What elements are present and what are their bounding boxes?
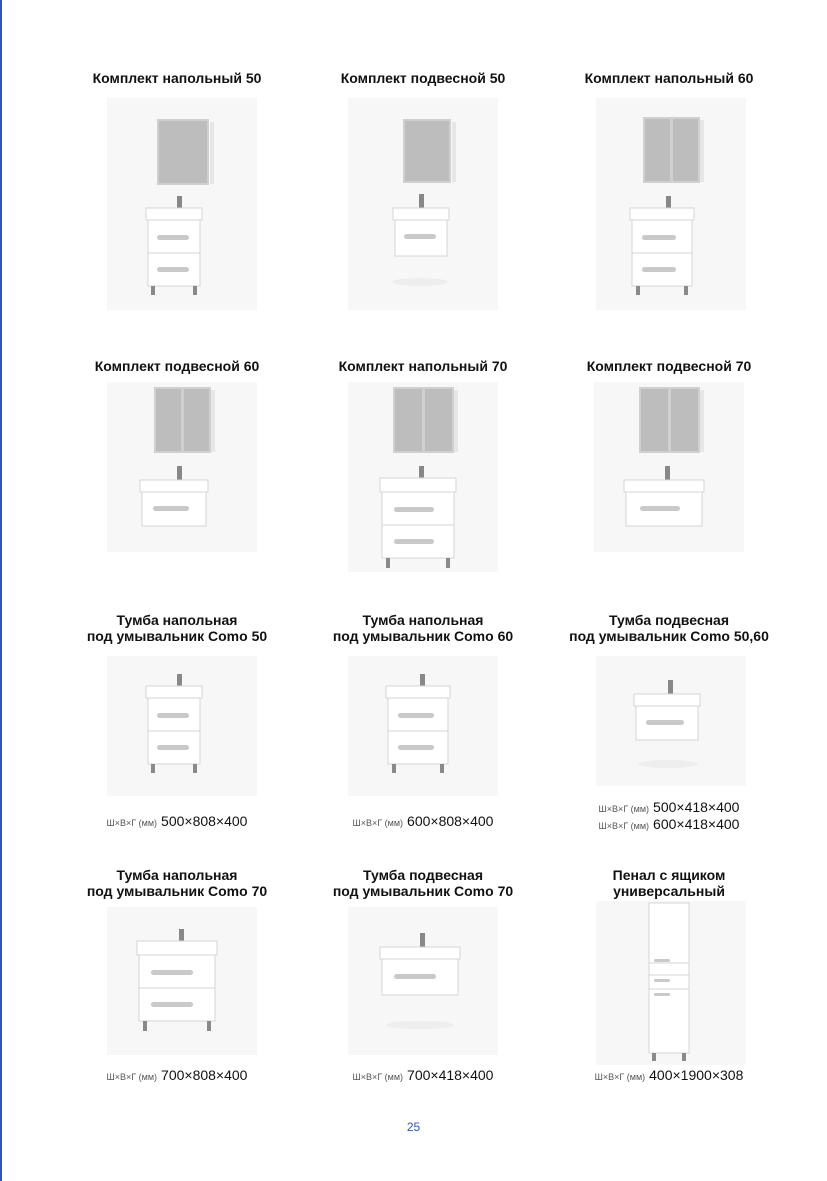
product-photo: [348, 907, 498, 1055]
dimension-row: [57, 1068, 297, 1085]
dimension-value: 400×1900×308: [649, 1067, 744, 1083]
product-title-line: Тумба напольная: [116, 612, 238, 628]
dimension-label: Ш×В×Г (мм): [106, 818, 158, 828]
product-title: [303, 70, 543, 86]
product-title-line: под умывальник Como 50: [86, 628, 268, 644]
product-title: [303, 612, 543, 644]
product-photo: [348, 98, 498, 310]
product-photo: [348, 382, 498, 572]
product-title: [549, 70, 789, 86]
dimension-row: [549, 817, 789, 834]
product-title: [57, 612, 297, 644]
product-photo: [107, 907, 257, 1055]
page-left-rule: [0, 0, 2, 1181]
product-title-line: Комплект подвесной 70: [586, 358, 752, 374]
product-photo: [107, 656, 257, 796]
product-dimensions: [549, 800, 789, 834]
dimension-label: Ш×В×Г (мм): [598, 821, 650, 831]
product-title-line: под умывальник Como 70: [332, 883, 514, 899]
product-title-line: Комплект напольный 50: [92, 70, 262, 86]
dimension-value: 600×418×400: [653, 816, 740, 832]
product-title-line: Комплект напольный 70: [338, 358, 508, 374]
product-photo: [596, 656, 746, 786]
product-dimensions: [57, 1068, 297, 1085]
product-title: [549, 358, 789, 374]
dimension-value: 600×808×400: [407, 813, 494, 829]
product-title: [57, 867, 297, 899]
product-title-line: Комплект напольный 60: [584, 70, 754, 86]
product-title-line: Комплект подвесной 50: [340, 70, 506, 86]
product-photo: [107, 98, 257, 310]
product-title-line: Тумба подвесная: [608, 612, 730, 628]
dimension-label: Ш×В×Г (мм): [352, 818, 404, 828]
product-dimensions: [303, 814, 543, 831]
dimension-label: Ш×В×Г (мм): [106, 1072, 158, 1082]
dimension-value: 500×418×400: [653, 799, 740, 815]
product-title-line: универсальный: [613, 883, 725, 899]
product-title-line: Тумба подвесная: [362, 867, 484, 883]
dimension-row: [303, 1068, 543, 1085]
product-title-line: Комплект подвесной 60: [94, 358, 260, 374]
product-photo: [596, 901, 746, 1065]
page-number: 25: [406, 1120, 421, 1134]
product-title: [549, 867, 789, 899]
dimension-value: 500×808×400: [161, 813, 248, 829]
product-photo: [594, 382, 744, 552]
product-title: [303, 358, 543, 374]
dimension-label: Ш×В×Г (мм): [594, 1072, 646, 1082]
dimension-value: 700×418×400: [407, 1067, 494, 1083]
product-title-line: Тумба напольная: [362, 612, 484, 628]
product-title: [303, 867, 543, 899]
dimension-row: [549, 800, 789, 817]
dimension-row: [303, 814, 543, 831]
product-photo: [107, 382, 257, 552]
product-title: [57, 70, 297, 86]
product-title-line: под умывальник Como 70: [86, 883, 268, 899]
product-photo: [596, 98, 746, 310]
product-dimensions: [549, 1068, 789, 1085]
dimension-value: 700×808×400: [161, 1067, 248, 1083]
product-photo: [348, 656, 498, 796]
product-title-line: Пенал с ящиком: [612, 867, 726, 883]
product-dimensions: [303, 1068, 543, 1085]
product-title-line: под умывальник Como 60: [332, 628, 514, 644]
dimension-row: [57, 814, 297, 831]
dimension-label: Ш×В×Г (мм): [598, 804, 650, 814]
dimension-label: Ш×В×Г (мм): [352, 1072, 404, 1082]
product-dimensions: [57, 814, 297, 831]
product-title-line: под умывальник Como 50,60: [569, 628, 769, 644]
product-title-line: Тумба напольная: [116, 867, 238, 883]
product-title: [549, 612, 789, 644]
dimension-row: [549, 1068, 789, 1085]
product-title: [57, 358, 297, 374]
